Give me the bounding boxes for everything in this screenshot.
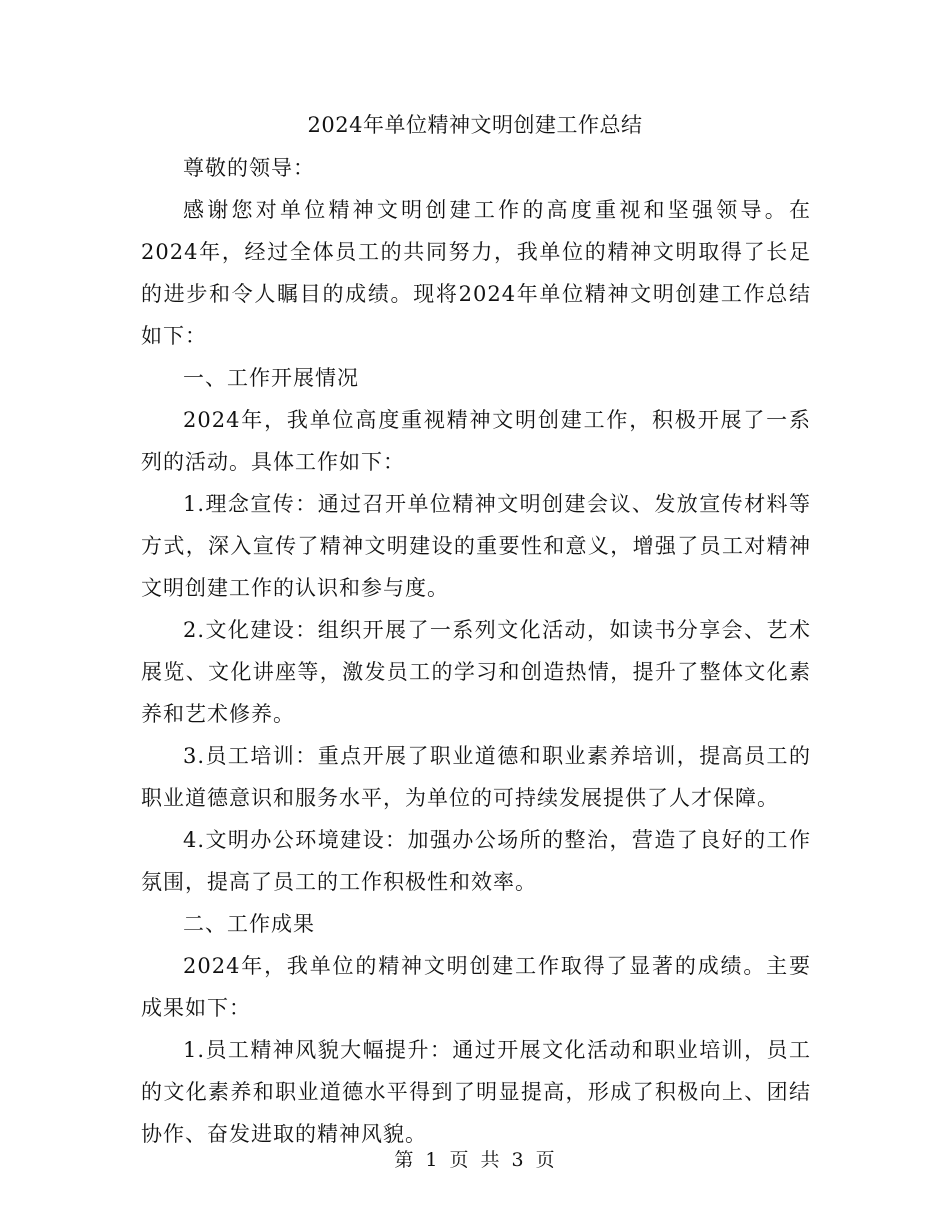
section-heading-work: 一、工作开展情况	[183, 366, 359, 390]
intro-paragraph: 感谢您对单位精神文明创建工作的高度重视和坚强领导。在2024年，经过全体员工的共同努力，我单位的精神文明取得了长足的进步和令人瞩目的成绩。现将2024年单位精神文明创建工作总结如下：	[141, 198, 811, 348]
work-item-1: 1.理念宣传：通过召开单位精神文明创建会议、发放宣传材料等方式，深入宣传了精神文明建设的重要性和意义，增强了员工对精神文明创建工作的认识和参与度。	[141, 492, 811, 600]
work-item-3: 3.员工培训：重点开展了职业道德和职业素养培训，提高员工的职业道德意识和服务水平，为单位的可持续发展提供了人才保障。	[141, 744, 811, 810]
salutation: 尊敬的领导：	[183, 156, 315, 180]
result-item-1: 1.员工精神风貌大幅提升：通过开展文化活动和职业培训，员工的文化素养和职业道德水平得到了明显提高，形成了积极向上、团结协作、奋发进取的精神风貌。	[141, 1038, 811, 1146]
document-title: 2024年单位精神文明创建工作总结	[307, 113, 643, 137]
page-footer: 第 1 页 共 3 页	[394, 1149, 556, 1171]
results-overview-paragraph: 2024年，我单位的精神文明创建工作取得了显著的成绩。主要成果如下：	[141, 954, 811, 1020]
section-heading-results: 二、工作成果	[183, 912, 315, 936]
work-item-2: 2.文化建设：组织开展了一系列文化活动，如读书分享会、艺术展览、文化讲座等，激发员工的学习和创造热情，提升了整体文化素养和艺术修养。	[141, 618, 811, 726]
document-body	[141, 147, 811, 1155]
work-item-4: 4.文明办公环境建设：加强办公场所的整治，营造了良好的工作氛围，提高了员工的工作积极性和效率。	[141, 828, 811, 894]
work-overview-paragraph: 2024年，我单位高度重视精神文明创建工作，积极开展了一系列的活动。具体工作如下：	[141, 408, 811, 474]
